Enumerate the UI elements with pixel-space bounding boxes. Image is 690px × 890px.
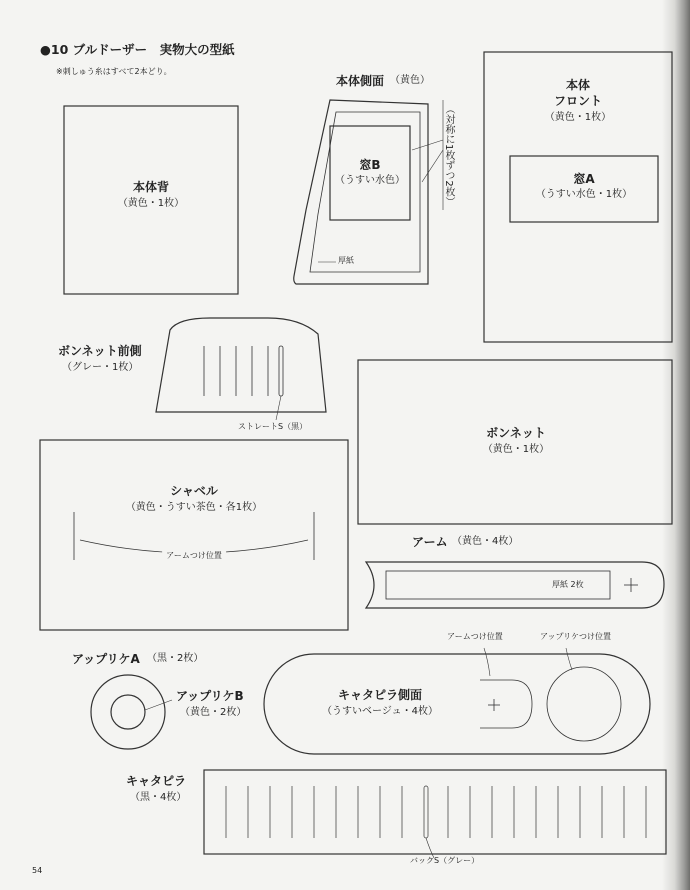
arm-spec: （黄色・4枚）	[452, 536, 519, 547]
caterpillar-spec: （黒・4枚）	[130, 792, 187, 803]
hontai-sokumen-inner	[310, 112, 420, 272]
shovel-shape	[40, 440, 348, 630]
mado-a-name: 窓A	[573, 172, 595, 186]
caterpillar-side-shape	[264, 654, 650, 754]
applique-a-shape	[91, 675, 165, 749]
thread-note: ※刺しゅう糸はすべて2本どり。	[56, 67, 172, 76]
arm-position-mark	[480, 680, 532, 728]
applique-b-spec: （黄色・2枚）	[180, 707, 247, 718]
page-number: 54	[32, 866, 43, 875]
arm-position-label: アームつけ位置	[447, 632, 503, 641]
applique-a-name: アップリケA	[72, 652, 140, 666]
mado-b-spec: （うすい水色）	[335, 175, 405, 186]
caterpillar-side-name: キャタピラ側面	[337, 688, 423, 702]
bonnet-spec: （黄色・1枚）	[482, 444, 550, 455]
applique-a-spec: （黒・2枚）	[147, 653, 204, 664]
back-stitch-label: バックS（グレー）	[410, 856, 480, 865]
hontai-sokumen-name: 本体側面	[336, 74, 385, 88]
hontai-front-name-1: 本体	[565, 78, 591, 92]
applique-b-name: アップリケB	[176, 689, 244, 703]
straight-stitch-label: ストレートS（黒）	[238, 422, 308, 431]
hontai-front-name-2: フロント	[553, 94, 603, 108]
bonnet-shape	[358, 360, 672, 524]
bonnet-maegawa-spec: （グレー・1枚）	[62, 362, 139, 373]
bonnet-maegawa-shape	[156, 318, 326, 412]
applique-position-label: アップリケつけ位置	[540, 632, 611, 641]
bonnet-name: ボンネット	[486, 426, 546, 440]
atsugami-label: 厚紙	[338, 256, 354, 265]
taisho-note: （対称に1枚ずつ2枚）	[443, 104, 454, 207]
mado-b-shape	[330, 126, 410, 220]
hontai-sokumen-spec: （黄色）	[390, 75, 430, 86]
shovel-name: シャベル	[170, 484, 218, 498]
hontai-front-spec: （黄色・1枚）	[544, 112, 612, 123]
hontai-se-name: 本体背	[132, 180, 170, 194]
hontai-se-spec: （黄色・1枚）	[117, 198, 185, 209]
applique-position-mark	[547, 667, 621, 741]
shovel-arm-position: アームつけ位置	[162, 551, 226, 561]
caterpillar-side-spec: （うすいベージュ・4枚）	[322, 706, 438, 717]
caterpillar-shape	[204, 770, 666, 854]
caterpillar-name: キャタピラ	[126, 774, 187, 788]
arm-shape	[366, 562, 664, 608]
mado-b-name: 窓B	[359, 158, 381, 172]
arm-name: アーム	[412, 535, 448, 549]
hontai-sokumen-shape	[294, 100, 428, 284]
mado-a-spec: （うすい水色・1枚）	[535, 189, 633, 200]
shovel-spec: （黄色・うすい茶色・各1枚）	[125, 502, 263, 513]
page-title: ●10 ブルドーザー 実物大の型紙	[40, 42, 235, 57]
arm-atsugami-label: 厚紙 2枚	[552, 580, 584, 589]
applique-b-shape	[111, 695, 145, 729]
bonnet-maegawa-name: ボンネット前側	[58, 344, 142, 358]
